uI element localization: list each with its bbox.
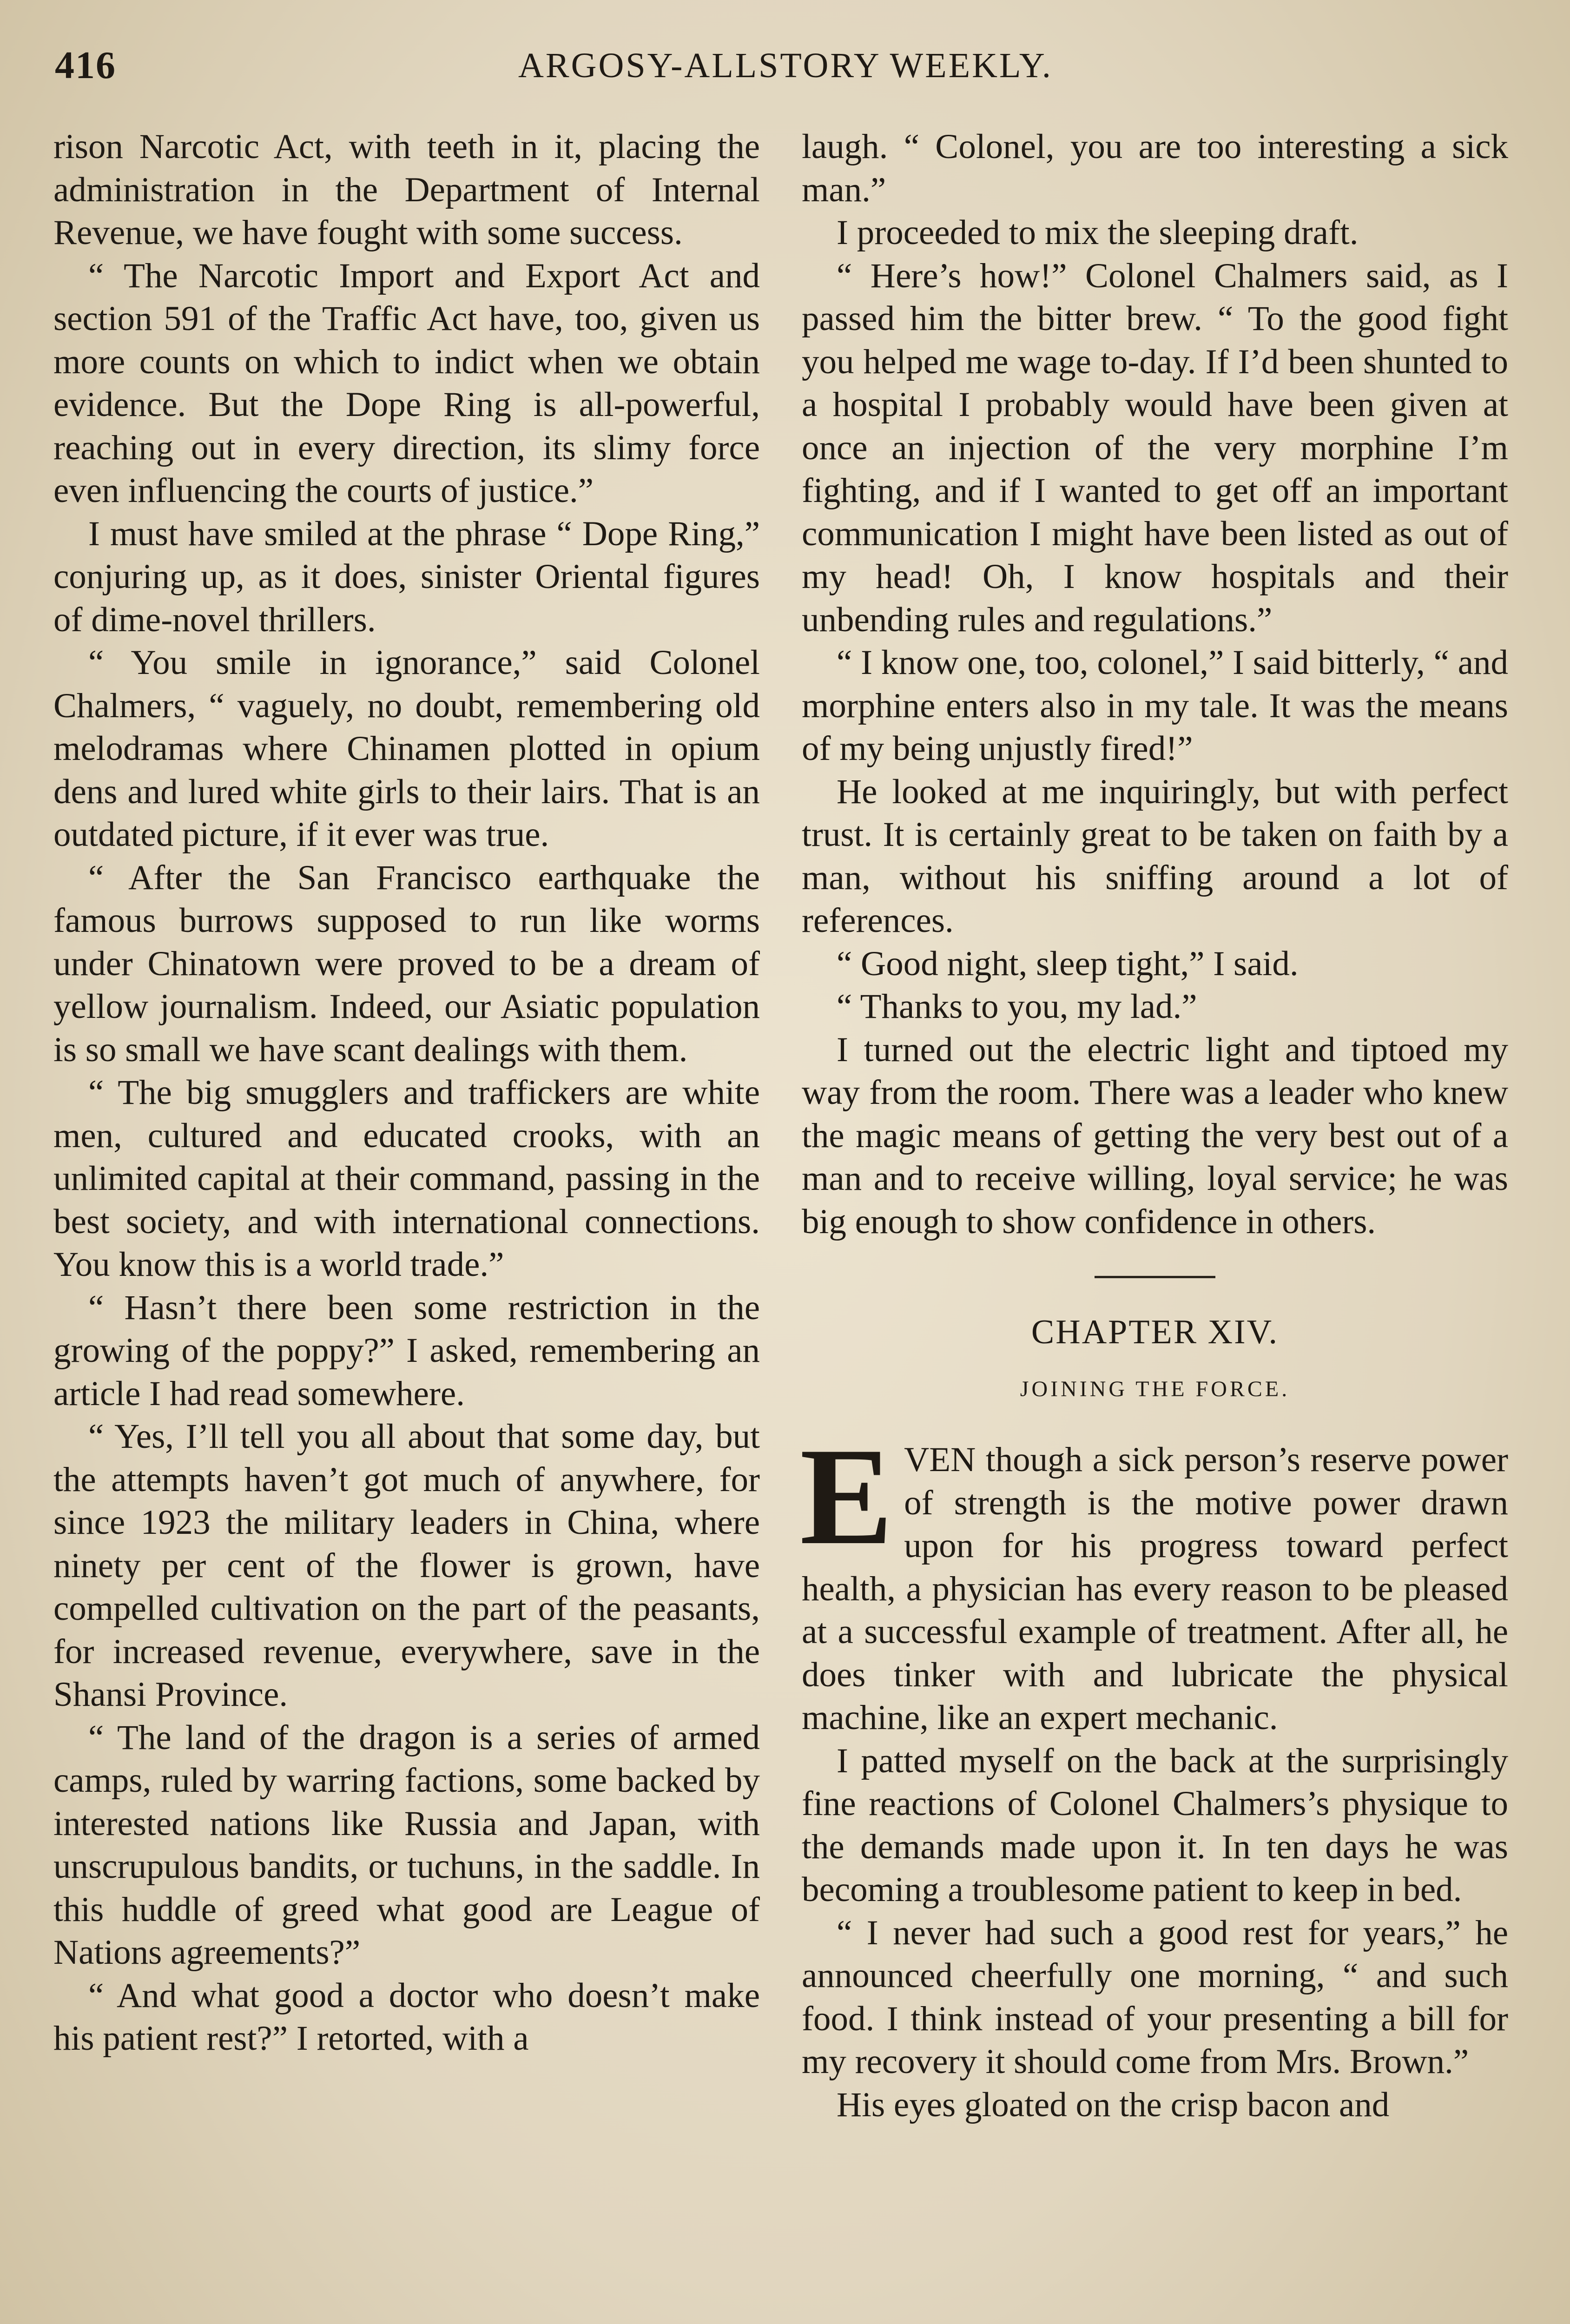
paragraph: “ Good night, sleep tight,” I said. — [837, 944, 1299, 983]
paragraph: rison Narcotic Act, with teeth in it, placing the administration in the Department of Internal Revenue, we have fought with some success. — [53, 127, 760, 252]
paragraph: I turned out the electric light and tiptoed my way from the room. There was a leader who knew the magic means of getting the very best out of a man and to receive willing, loyal service; he was big enough to show confidence in others. — [802, 1030, 1508, 1241]
chapter-subtitle: JOINING THE FORCE. — [1020, 1376, 1290, 1401]
paragraph: “ Thanks to you, my lad.” — [837, 987, 1197, 1026]
paragraph: “ The Narcotic Import and Export Act and section 591 of the Traffic Act have, too, given us more counts on which to indict when we obtain evidence. But the Dope Ring is all-powerful, reaching out in every direction, its slimy force even influencing the courts of justice.” — [53, 256, 760, 510]
paragraph: “ I never had such a good rest for years,” he announced cheerfully one morning, “ and such food. I think instead of your presenting a bill for my recovery it should come from Mrs. Brown.” — [802, 1913, 1508, 2081]
right-column — [802, 125, 1508, 2126]
running-head: ARGOSY-ALLSTORY WEEKLY. — [518, 46, 1053, 85]
paragraph: “ Yes, I’ll tell you all about that some day, but the attempts haven’t got much of anywhere, for since 1923 the military leaders in China, where ninety per cent of the flower is grown, have compelled cultivation on the part of the peasants, for increased revenue, everywhere, save in the Shansi Province. — [53, 1417, 760, 1714]
paragraph: “ And what good a doctor who doesn’t make his patient rest?” I retorted, with a — [53, 1976, 760, 2058]
chapter-opening-text: VEN though a sick person’s reserve power of strength is the motive power drawn upon for his progress toward perfect health, a physician has every reason to be pleased at a successful example of treatment. After all, he does tinker with and lubricate the physical machine, like an expert mechanic. — [802, 1440, 1508, 1737]
paragraph: His eyes gloated on the crisp bacon and — [837, 2085, 1390, 2124]
drop-cap: E — [800, 1419, 893, 1573]
paragraph: I patted myself on the back at the surprisingly fine reactions of Colonel Chalmers’s physique to the demands made upon it. In ten days he was becoming a troublesome patient to keep in bed. — [802, 1741, 1508, 1909]
paragraph: I must have smiled at the phrase “ Dope Ring,” conjuring up, as it does, sinister Oriental figures of dime-novel thrillers. — [53, 514, 760, 639]
chapter-title: CHAPTER XIV. — [1031, 1313, 1279, 1351]
left-column — [53, 125, 760, 2060]
paragraph: “ You smile in ignorance,” said Colonel Chalmers, “ vaguely, no doubt, remembering old melodramas where Chinamen plotted in opium dens and lured white girls to their lairs. That is an outdated picture, if it ever was true. — [53, 643, 760, 854]
paragraph: I proceeded to mix the sleeping draft. — [837, 213, 1359, 252]
paragraph: “ The big smugglers and traffickers are white men, cultured and educated crooks, with an unlimited capital at their command, passing in the best society, and with international connections. You know this is a world trade.” — [53, 1073, 760, 1284]
paragraph: “ Here’s how!” Colonel Chalmers said, as I passed him the bitter brew. “ To the good fight you helped me wage to-day. If I’d been shunted to a hospital I probably would have been given at once an injection of the very morphine I’m fighting, and if I wanted to get off an important communication I might have been listed as out of my head! Oh, I know hospitals and their unbending rules and regulations.” — [802, 256, 1508, 639]
chapter-opening-paragraph — [800, 1419, 1508, 1740]
paragraph: “ I know one, too, colonel,” I said bitterly, “ and morphine enters also in my tale. It was the means of my being unjustly fired!” — [802, 643, 1508, 768]
paragraph: “ After the San Francisco earthquake the famous burrows supposed to run like worms under Chinatown were proved to be a dream of yellow journalism. Indeed, our Asiatic population is so small we have scant dealings with them. — [53, 858, 760, 1069]
paragraph: “ The land of the dragon is a series of armed camps, ruled by warring factions, some backed by interested nations like Russia and Japan, with unscrupulous bandits, or tuchuns, in the saddle. In this huddle of greed what good are League of Nations agreements?” — [53, 1718, 760, 1972]
section-divider — [1095, 1276, 1215, 1278]
paragraph: He looked at me inquiringly, but with perfect trust. It is certainly great to be taken on faith by a man, without his sniffing around a lot of references. — [802, 772, 1508, 940]
paragraph: laugh. “ Colonel, you are too interesting a sick man.” — [802, 127, 1508, 209]
page-number: 416 — [55, 44, 116, 87]
paragraph: “ Hasn’t there been some restriction in the growing of the poppy?” I asked, remembering an article I had read somewhere. — [53, 1288, 760, 1413]
